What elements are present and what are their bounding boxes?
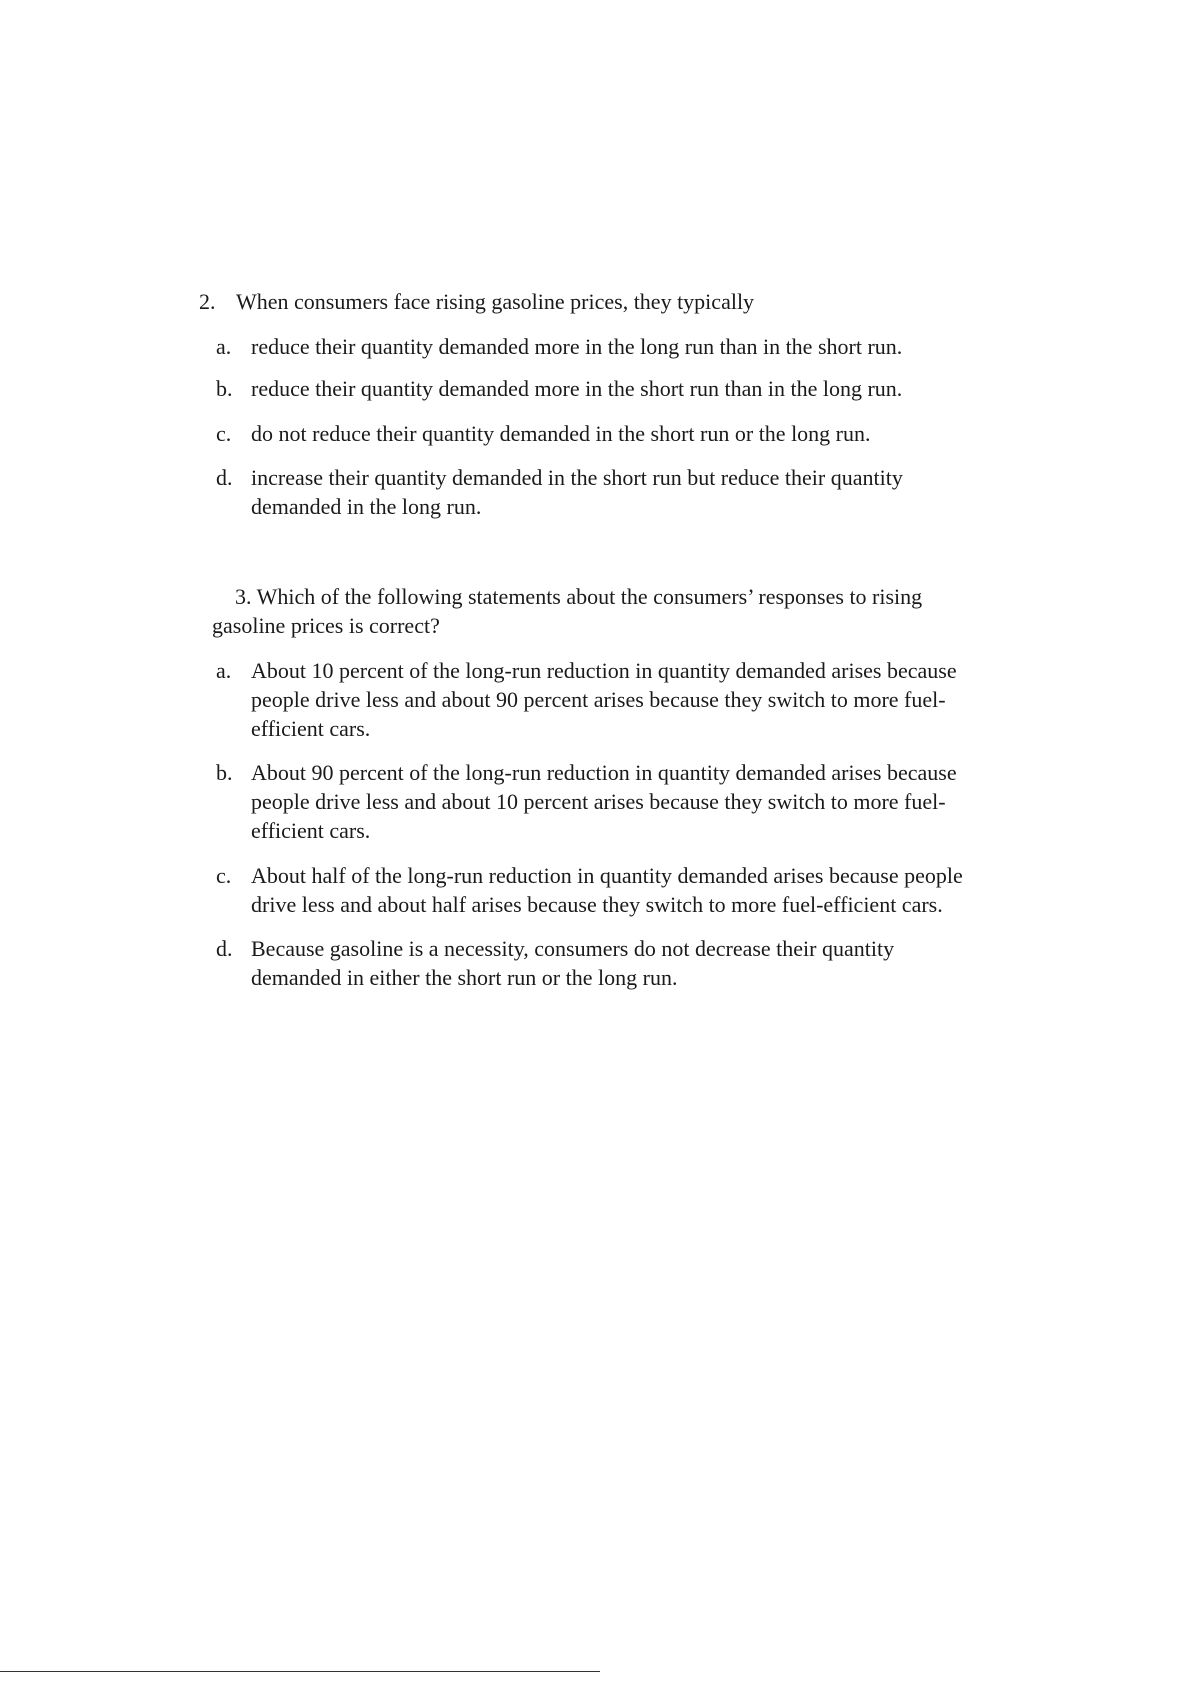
question-stem: 3. Which of the following statements about the consumers’ responses to rising (235, 584, 923, 609)
option-text: About 90 percent of the long-run reduction in quantity demanded arises because (251, 760, 957, 785)
option-text: About half of the long-run reduction in quantity demanded arises because people (251, 863, 963, 888)
option-text: efficient cars. (251, 818, 371, 843)
option-text: increase their quantity demanded in the short run but reduce their quantity (251, 465, 903, 490)
option-letter: d. (216, 936, 233, 961)
option-letter: c. (216, 863, 232, 888)
question-number: 2. (199, 289, 216, 314)
option-text: efficient cars. (251, 716, 371, 741)
option-letter: b. (216, 376, 233, 401)
option-text: demanded in the long run. (251, 494, 482, 519)
option-text: reduce their quantity demanded more in the short run than in the long run. (251, 376, 903, 401)
option-text: Because gasoline is a necessity, consumers do not decrease their quantity (251, 936, 895, 961)
option-letter: c. (216, 421, 232, 446)
option-text: people drive less and about 90 percent arises because they switch to more fuel- (251, 687, 946, 712)
question-stem: gasoline prices is correct? (212, 613, 440, 638)
footer-divider (0, 1671, 600, 1672)
option-letter: d. (216, 465, 233, 490)
option-letter: b. (216, 760, 233, 785)
option-text: About 10 percent of the long-run reduction in quantity demanded arises because (251, 658, 957, 683)
option-letter: a. (216, 334, 232, 359)
option-text: demanded in either the short run or the long run. (251, 965, 678, 990)
option-text: reduce their quantity demanded more in the long run than in the short run. (251, 334, 903, 359)
question-stem: When consumers face rising gasoline prices, they typically (236, 289, 755, 314)
option-letter: a. (216, 658, 232, 683)
option-text: do not reduce their quantity demanded in the short run or the long run. (251, 421, 871, 446)
option-text: people drive less and about 10 percent arises because they switch to more fuel- (251, 789, 946, 814)
option-text: drive less and about half arises because they switch to more fuel-efficient cars. (251, 892, 943, 917)
